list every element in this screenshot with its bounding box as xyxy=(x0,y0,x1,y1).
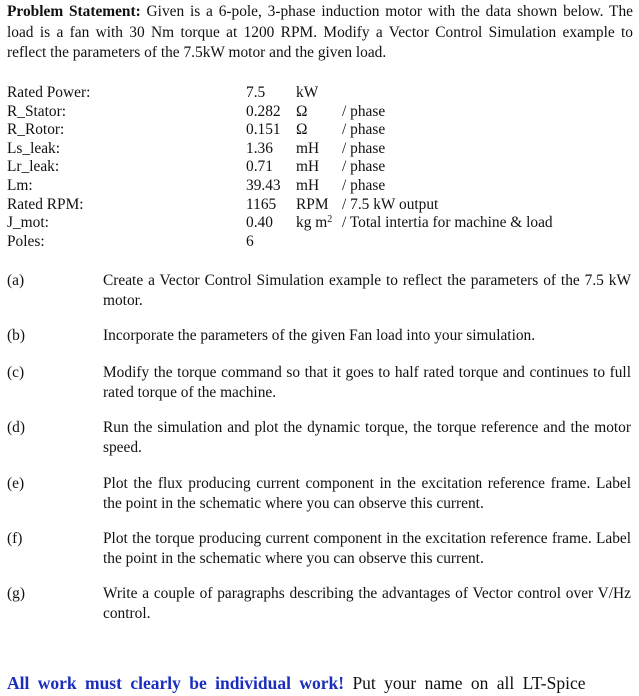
task-text: Run the simulation and plot the dynamic torque, the torque reference and the motor speed. xyxy=(103,419,631,456)
param-value: 6 xyxy=(246,232,254,250)
param-note: / phase xyxy=(342,139,386,157)
param-unit: Ω xyxy=(296,121,308,139)
param-note: / Total intertia for machine & load xyxy=(342,214,553,232)
param-label: Rated Power: xyxy=(7,84,91,101)
param-label: Poles: xyxy=(7,232,45,250)
task-text: Create a Vector Control Simulation example to reflect the parameters of the 7.5 kW motor. xyxy=(103,272,631,309)
problem-statement xyxy=(7,2,633,64)
param-value: 0.151 xyxy=(246,121,281,139)
param-unit: mH xyxy=(296,158,320,176)
task-letter: (d) xyxy=(7,419,25,436)
task-letter: (f) xyxy=(7,530,23,547)
param-unit: kW xyxy=(296,84,319,101)
param-note: / phase xyxy=(342,158,386,176)
param-row xyxy=(7,158,633,177)
param-label: R_Rotor: xyxy=(7,121,65,139)
param-value: 0.40 xyxy=(246,214,273,232)
param-label: Ls_leak: xyxy=(7,139,60,157)
param-unit-exponent: 2 xyxy=(327,214,333,226)
param-unit: Ω xyxy=(296,102,308,120)
problem-heading: Problem Statement: xyxy=(7,3,141,20)
param-row xyxy=(7,103,633,122)
task-text: Plot the torque producing current component in the excitation reference frame. Label the point in the schematic where you can observe this current. xyxy=(103,530,631,567)
param-value: 1.36 xyxy=(246,139,273,157)
param-value: 1165 xyxy=(246,195,277,213)
task-letter: (g) xyxy=(7,585,25,602)
param-value: 39.43 xyxy=(246,176,281,194)
param-row xyxy=(7,196,633,215)
param-unit-base: kg m xyxy=(296,214,328,232)
param-label: Lm: xyxy=(7,176,33,194)
param-row xyxy=(7,84,633,103)
motor-parameter-table xyxy=(7,84,633,251)
param-row xyxy=(7,233,633,252)
param-note: / 7.5 kW output xyxy=(342,195,439,213)
param-value: 0.71 xyxy=(246,158,273,176)
param-note: / phase xyxy=(342,121,386,139)
task-text: Incorporate the parameters of the given Fan load into your simulation. xyxy=(103,327,536,344)
footer-note xyxy=(7,672,639,694)
param-label: J_mot: xyxy=(7,214,49,232)
param-label: Rated RPM: xyxy=(7,195,84,213)
param-row xyxy=(7,214,633,233)
task-text: Plot the flux producing current component in the excitation reference frame. Label the point in the schematic where you can observe this current. xyxy=(103,475,631,512)
param-row xyxy=(7,177,633,196)
param-value: 0.282 xyxy=(246,102,281,120)
param-unit xyxy=(296,214,332,233)
task-letter: (b) xyxy=(7,327,25,344)
task-text: Modify the torque command so that it goes to half rated torque and continues to full rated torque of the machine. xyxy=(103,364,631,401)
param-unit: mH xyxy=(296,139,320,157)
task-text: Write a couple of paragraphs describing the advantages of Vector control over V/Hz control. xyxy=(103,585,631,622)
task-letter: (a) xyxy=(7,272,25,289)
param-note: / phase xyxy=(342,102,386,120)
param-unit: RPM xyxy=(296,195,329,213)
param-note: / phase xyxy=(342,176,386,194)
param-label: R_Stator: xyxy=(7,102,66,120)
task-letter: (c) xyxy=(7,364,25,381)
problem-text: Given is a 6-pole, 3-phase induction motor with the data shown below. The load is a fan with 30 Nm torque at 1200 RPM. Modify a Vector Control Simulation example to reflect the parameters of the 7.5kW motor and the given load. xyxy=(7,3,633,61)
param-label: Lr_leak: xyxy=(7,158,60,176)
footer-rest: Put your name on all LT-Spice xyxy=(344,673,586,693)
param-value: 7.5 xyxy=(246,84,266,101)
footer-emphasis: All work must clearly be individual work! xyxy=(7,673,345,693)
param-unit: mH xyxy=(296,176,320,194)
param-row xyxy=(7,140,633,159)
param-row xyxy=(7,121,633,140)
task-letter: (e) xyxy=(7,475,25,492)
